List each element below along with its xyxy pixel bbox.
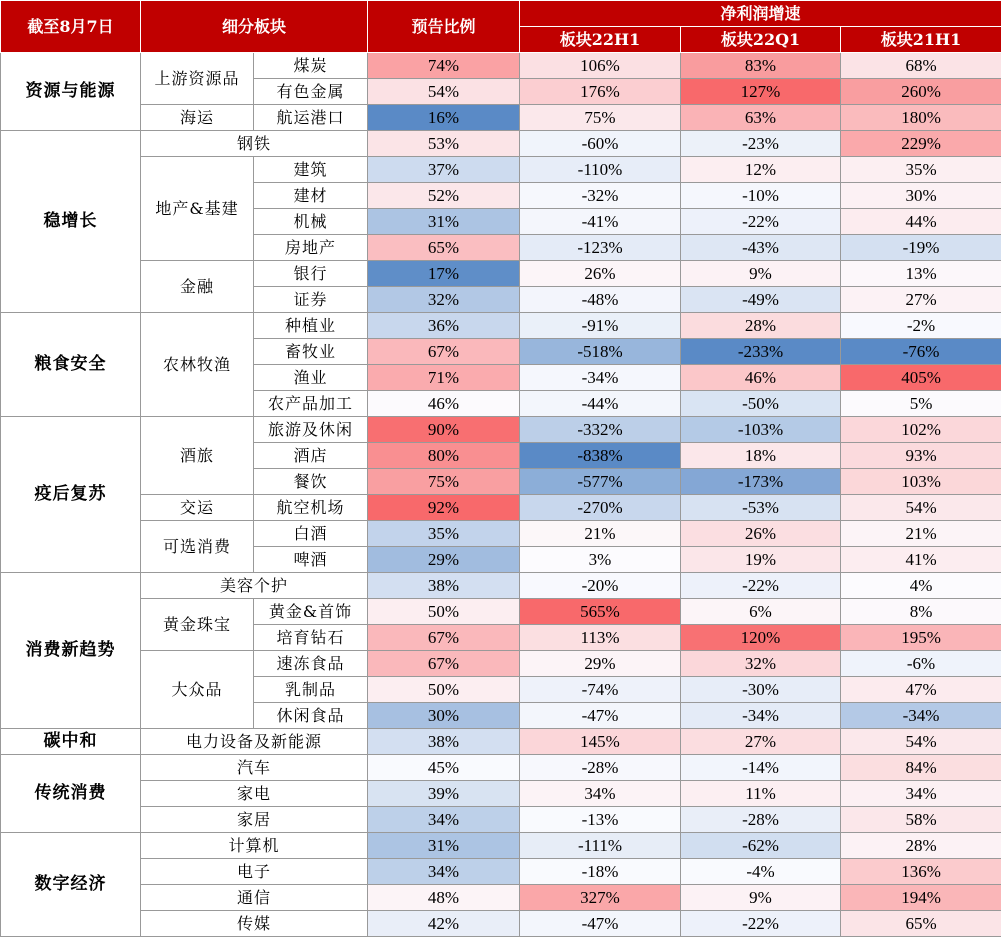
segment-label: 酒店 [254,443,368,469]
growth-21h1-cell: -2% [841,313,1001,339]
segment-label: 传媒 [141,911,368,937]
segment-label: 有色金属 [254,79,368,105]
forecast-ratio-cell: 38% [368,573,520,599]
forecast-ratio-cell: 34% [368,807,520,833]
growth-21h1-cell: 93% [841,443,1001,469]
table-row [1,911,1001,937]
forecast-ratio-cell: 35% [368,521,520,547]
growth-22h1-cell: -20% [520,573,681,599]
growth-22h1-cell: 3% [520,547,681,573]
growth-21h1-cell: 405% [841,365,1001,391]
group-label: 粮食安全 [1,313,141,417]
growth-22h1-cell: -74% [520,677,681,703]
growth-21h1-cell: 27% [841,287,1001,313]
growth-22q1-cell: 9% [681,885,841,911]
segment-label: 培育钻石 [254,625,368,651]
table-row [1,261,1001,287]
growth-21h1-cell: 21% [841,521,1001,547]
forecast-ratio-cell: 54% [368,79,520,105]
segment-label: 建材 [254,183,368,209]
growth-22q1-cell: 27% [681,729,841,755]
group-label: 疫后复苏 [1,417,141,573]
group-label: 消费新趋势 [1,573,141,729]
growth-22q1-cell: -49% [681,287,841,313]
growth-21h1-cell: 8% [841,599,1001,625]
growth-22h1-cell: -110% [520,157,681,183]
header-row-1 [1,1,1001,27]
growth-22h1-cell: 113% [520,625,681,651]
subgroup-label: 上游资源品 [141,53,254,105]
table-row [1,157,1001,183]
subgroup-label: 大众品 [141,651,254,729]
forecast-ratio-cell: 45% [368,755,520,781]
growth-22h1-cell: 145% [520,729,681,755]
growth-21h1-cell: 5% [841,391,1001,417]
segment-label: 电子 [141,859,368,885]
growth-21h1-cell: 194% [841,885,1001,911]
growth-22q1-cell: -53% [681,495,841,521]
group-label: 传统消费 [1,755,141,833]
forecast-ratio-cell: 38% [368,729,520,755]
segment-label: 电力设备及新能源 [141,729,368,755]
growth-21h1-cell: 54% [841,495,1001,521]
growth-22h1-cell: 29% [520,651,681,677]
subgroup-label: 黄金珠宝 [141,599,254,651]
growth-22h1-cell: 565% [520,599,681,625]
growth-22h1-cell: 327% [520,885,681,911]
growth-22h1-cell: -60% [520,131,681,157]
segment-label: 机械 [254,209,368,235]
growth-21h1-cell: -19% [841,235,1001,261]
growth-22q1-cell: -22% [681,573,841,599]
growth-21h1-cell: 54% [841,729,1001,755]
table-row [1,417,1001,443]
growth-21h1-cell: 13% [841,261,1001,287]
group-label: 资源与能源 [1,53,141,131]
table-row [1,651,1001,677]
growth-22q1-cell: 19% [681,547,841,573]
segment-label: 航运港口 [254,105,368,131]
table-row [1,807,1001,833]
segment-label: 渔业 [254,365,368,391]
forecast-ratio-cell: 67% [368,339,520,365]
forecast-ratio-cell: 53% [368,131,520,157]
group-label: 碳中和 [1,729,141,755]
table-row [1,885,1001,911]
growth-22q1-cell: -10% [681,183,841,209]
table-row [1,53,1001,79]
segment-header: 细分板块 [141,1,368,53]
growth-21h1-cell: 34% [841,781,1001,807]
segment-label: 种植业 [254,313,368,339]
growth-21h1-cell: 260% [841,79,1001,105]
growth-22q1-cell: -22% [681,911,841,937]
forecast-ratio-cell: 48% [368,885,520,911]
growth-21h1-cell: 195% [841,625,1001,651]
forecast-ratio-cell: 50% [368,677,520,703]
forecast-ratio-cell: 31% [368,209,520,235]
growth-22q1-cell: 18% [681,443,841,469]
growth-22q1-cell: -28% [681,807,841,833]
segment-label: 乳制品 [254,677,368,703]
forecast-ratio-cell: 42% [368,911,520,937]
forecast-ratio-cell: 52% [368,183,520,209]
growth-21h1-cell: 84% [841,755,1001,781]
growth-22q1-cell: -103% [681,417,841,443]
growth-21h1-cell: 28% [841,833,1001,859]
growth-21h1-cell: -6% [841,651,1001,677]
segment-label: 证券 [254,287,368,313]
table-row [1,313,1001,339]
growth-22h1-cell: 75% [520,105,681,131]
growth-21h1-cell: 65% [841,911,1001,937]
group-label: 数字经济 [1,833,141,937]
col-22h1-header: 板块22H1 [520,27,681,53]
growth-21h1-cell: 58% [841,807,1001,833]
segment-label: 计算机 [141,833,368,859]
net-profit-growth-header: 净利润增速 [520,1,1001,27]
forecast-ratio-cell: 37% [368,157,520,183]
segment-label: 房地产 [254,235,368,261]
segment-label: 银行 [254,261,368,287]
col-22q1-header: 板块22Q1 [681,27,841,53]
growth-22h1-cell: -123% [520,235,681,261]
forecast-ratio-cell: 32% [368,287,520,313]
segment-label: 通信 [141,885,368,911]
growth-21h1-cell: 136% [841,859,1001,885]
forecast-ratio-cell: 39% [368,781,520,807]
growth-21h1-cell: 103% [841,469,1001,495]
growth-22q1-cell: -14% [681,755,841,781]
growth-21h1-cell: 44% [841,209,1001,235]
subgroup-label: 海运 [141,105,254,131]
segment-label: 航空机场 [254,495,368,521]
forecast-ratio-cell: 80% [368,443,520,469]
table-row [1,599,1001,625]
segment-label: 黄金&首饰 [254,599,368,625]
group-label: 稳增长 [1,131,141,313]
growth-22h1-cell: -13% [520,807,681,833]
growth-22q1-cell: 127% [681,79,841,105]
forecast-ratio-cell: 67% [368,625,520,651]
growth-21h1-cell: 41% [841,547,1001,573]
forecast-ratio-cell: 50% [368,599,520,625]
growth-22q1-cell: 28% [681,313,841,339]
forecast-ratio-cell: 16% [368,105,520,131]
growth-22h1-cell: 34% [520,781,681,807]
growth-21h1-cell: 102% [841,417,1001,443]
growth-22q1-cell: -62% [681,833,841,859]
forecast-ratio-cell: 71% [368,365,520,391]
growth-22q1-cell: -173% [681,469,841,495]
forecast-ratio-cell: 74% [368,53,520,79]
forecast-ratio-cell: 92% [368,495,520,521]
growth-22h1-cell: 21% [520,521,681,547]
col-21h1-header: 板块21H1 [841,27,1001,53]
segment-label: 餐饮 [254,469,368,495]
forecast-ratio-cell: 17% [368,261,520,287]
growth-22q1-cell: 46% [681,365,841,391]
segment-label: 农产品加工 [254,391,368,417]
growth-22h1-cell: -48% [520,287,681,313]
growth-22h1-cell: -111% [520,833,681,859]
growth-21h1-cell: -34% [841,703,1001,729]
growth-22q1-cell: 120% [681,625,841,651]
growth-22q1-cell: 12% [681,157,841,183]
growth-22q1-cell: 9% [681,261,841,287]
segment-label: 啤酒 [254,547,368,573]
growth-22h1-cell: 26% [520,261,681,287]
growth-22h1-cell: -28% [520,755,681,781]
forecast-ratio-cell: 65% [368,235,520,261]
forecast-ratio-cell: 36% [368,313,520,339]
growth-22q1-cell: 26% [681,521,841,547]
growth-21h1-cell: 180% [841,105,1001,131]
table-row [1,755,1001,781]
subgroup-label: 地产&基建 [141,157,254,261]
table-row [1,105,1001,131]
forecast-ratio-cell: 67% [368,651,520,677]
forecast-ratio-cell: 30% [368,703,520,729]
forecast-ratio-cell: 31% [368,833,520,859]
growth-22h1-cell: -518% [520,339,681,365]
segment-label: 建筑 [254,157,368,183]
segment-label: 钢铁 [141,131,368,157]
segment-label: 家电 [141,781,368,807]
subgroup-label: 酒旅 [141,417,254,495]
growth-22h1-cell: -332% [520,417,681,443]
table-row [1,131,1001,157]
growth-22q1-cell: 32% [681,651,841,677]
growth-22h1-cell: -47% [520,703,681,729]
forecast-ratio-cell: 46% [368,391,520,417]
growth-22h1-cell: -18% [520,859,681,885]
subgroup-label: 可选消费 [141,521,254,573]
growth-22h1-cell: -47% [520,911,681,937]
table-row [1,729,1001,755]
segment-label: 汽车 [141,755,368,781]
growth-22q1-cell: 63% [681,105,841,131]
growth-22h1-cell: 106% [520,53,681,79]
subgroup-label: 农林牧渔 [141,313,254,417]
growth-22h1-cell: -270% [520,495,681,521]
table-row [1,859,1001,885]
forecast-ratio-cell: 29% [368,547,520,573]
growth-21h1-cell: 47% [841,677,1001,703]
growth-22q1-cell: -30% [681,677,841,703]
growth-21h1-cell: -76% [841,339,1001,365]
growth-22q1-cell: 83% [681,53,841,79]
growth-22h1-cell: -34% [520,365,681,391]
table-row [1,495,1001,521]
growth-22q1-cell: -50% [681,391,841,417]
forecast-ratio-cell: 75% [368,469,520,495]
segment-label: 速冻食品 [254,651,368,677]
table-row [1,781,1001,807]
growth-21h1-cell: 4% [841,573,1001,599]
growth-22q1-cell: -23% [681,131,841,157]
table-row [1,573,1001,599]
growth-21h1-cell: 229% [841,131,1001,157]
segment-label: 美容个护 [141,573,368,599]
forecast-ratio-cell: 34% [368,859,520,885]
growth-22h1-cell: -577% [520,469,681,495]
forecast-ratio-header: 预告比例 [368,1,520,53]
segment-label: 白酒 [254,521,368,547]
growth-22h1-cell: -838% [520,443,681,469]
growth-22h1-cell: -32% [520,183,681,209]
subgroup-label: 金融 [141,261,254,313]
growth-21h1-cell: 30% [841,183,1001,209]
growth-22h1-cell: -91% [520,313,681,339]
growth-22h1-cell: -44% [520,391,681,417]
table-row [1,521,1001,547]
growth-21h1-cell: 68% [841,53,1001,79]
growth-22h1-cell: 176% [520,79,681,105]
growth-22q1-cell: 11% [681,781,841,807]
table-row [1,833,1001,859]
segment-label: 休闲食品 [254,703,368,729]
date-header: 截至8月7日 [1,1,141,53]
forecast-ratio-cell: 90% [368,417,520,443]
growth-22h1-cell: -41% [520,209,681,235]
segment-label: 煤炭 [254,53,368,79]
segment-label: 畜牧业 [254,339,368,365]
segment-label: 旅游及休闲 [254,417,368,443]
growth-22q1-cell: -233% [681,339,841,365]
growth-22q1-cell: -4% [681,859,841,885]
subgroup-label: 交运 [141,495,254,521]
growth-22q1-cell: -34% [681,703,841,729]
growth-22q1-cell: 6% [681,599,841,625]
segment-label: 家居 [141,807,368,833]
growth-21h1-cell: 35% [841,157,1001,183]
growth-22q1-cell: -43% [681,235,841,261]
growth-22q1-cell: -22% [681,209,841,235]
